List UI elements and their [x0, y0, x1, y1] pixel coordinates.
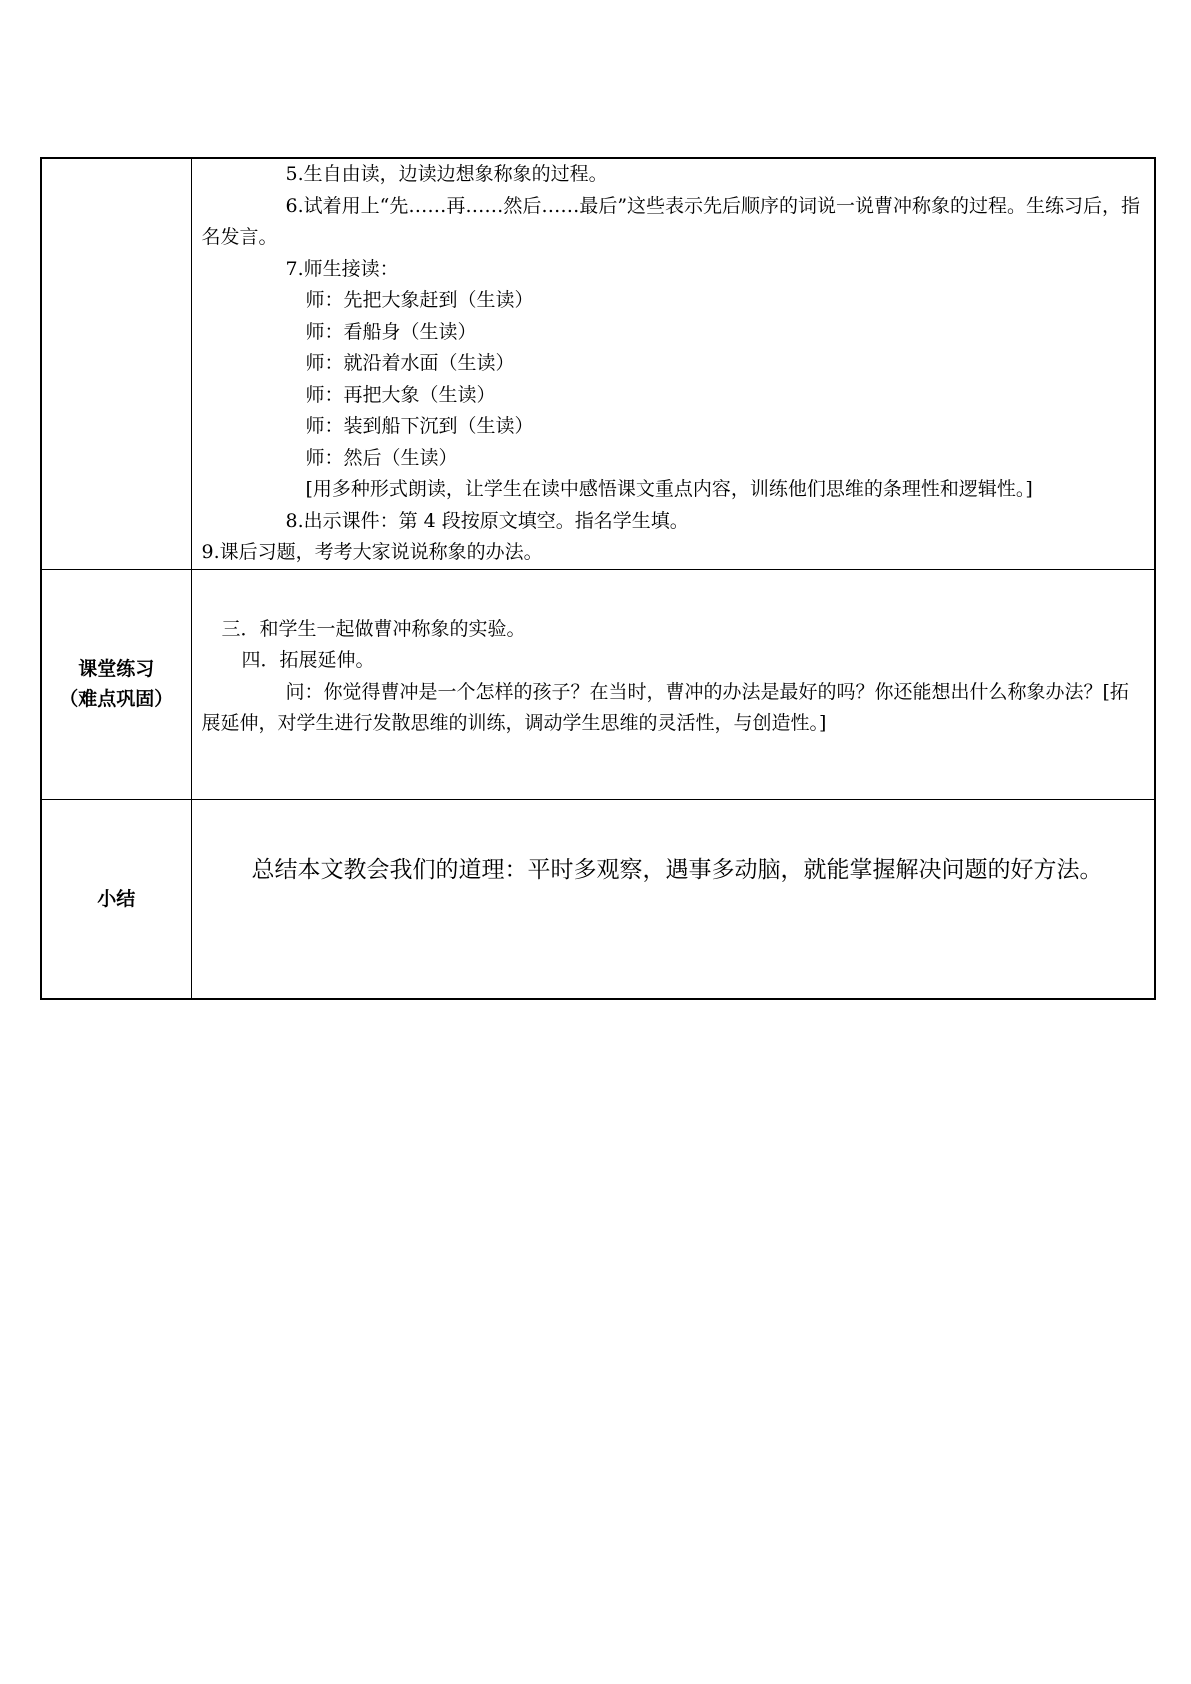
dialog-line-5: 师：装到船下沉到（生读）	[305, 415, 534, 437]
row-label-summary-text: 小结	[97, 887, 136, 910]
lesson-plan-table	[40, 157, 1156, 1000]
practice-question: 问：你觉得曹冲是一个怎样的孩子？在当时，曹冲的办法是最好的吗？你还能想出什么称象办法？[拓展延伸，对学生进行发散思维的训练，调动学生思维的灵活性，与创造性。]	[201, 680, 1129, 734]
dialog-line-2: 师：看船身（生读）	[305, 320, 477, 343]
step-6: 6.试着用上“先……再……然后……最后”这些表示先后顺序的词说一说曹冲称象的过程。生练习后，指名发言。	[201, 194, 1141, 248]
practice-item-3: 三．和学生一起做曹冲称象的实验。	[221, 617, 526, 640]
summary-content-cell	[191, 799, 1155, 999]
dialog-line-4: 师：再把大象（生读）	[305, 383, 496, 406]
dialog-line-3: 师：就沿着水面（生读）	[305, 352, 515, 374]
table-row-practice	[41, 569, 1155, 799]
process-content-cell	[191, 158, 1155, 569]
row-label-practice-line-1: 课堂练习	[78, 658, 155, 680]
row-label-empty	[41, 158, 191, 569]
table-row-summary	[41, 799, 1155, 999]
step-9: 9.课后习题，考考大家说说称象的办法。	[201, 541, 543, 563]
row-label-practice-line-2: （难点巩固）	[59, 688, 174, 710]
table-row-process	[41, 158, 1155, 569]
step-8: 8.出示课件：第 4 段按原文填空。指名学生填。	[285, 509, 689, 532]
row-label-practice	[41, 569, 191, 799]
teaching-note: [用多种形式朗读，让学生在读中感悟课文重点内容，训练他们思维的条理性和逻辑性。]	[305, 478, 1033, 500]
row-label-summary	[41, 799, 191, 999]
summary-text: 总结本文教会我们的道理：平时多观察，遇事多动脑，就能掌握解决问题的好方法。	[251, 856, 1103, 883]
practice-content-cell	[191, 569, 1155, 799]
practice-item-4: 四．拓展延伸。	[241, 649, 375, 671]
step-5: 5.生自由读，边读边想象称象的过程。	[285, 163, 608, 185]
dialog-line-1: 师：先把大象赶到（生读）	[305, 289, 534, 311]
dialog-line-6: 师：然后（生读）	[305, 446, 458, 469]
step-7: 7.师生接读：	[285, 257, 399, 280]
